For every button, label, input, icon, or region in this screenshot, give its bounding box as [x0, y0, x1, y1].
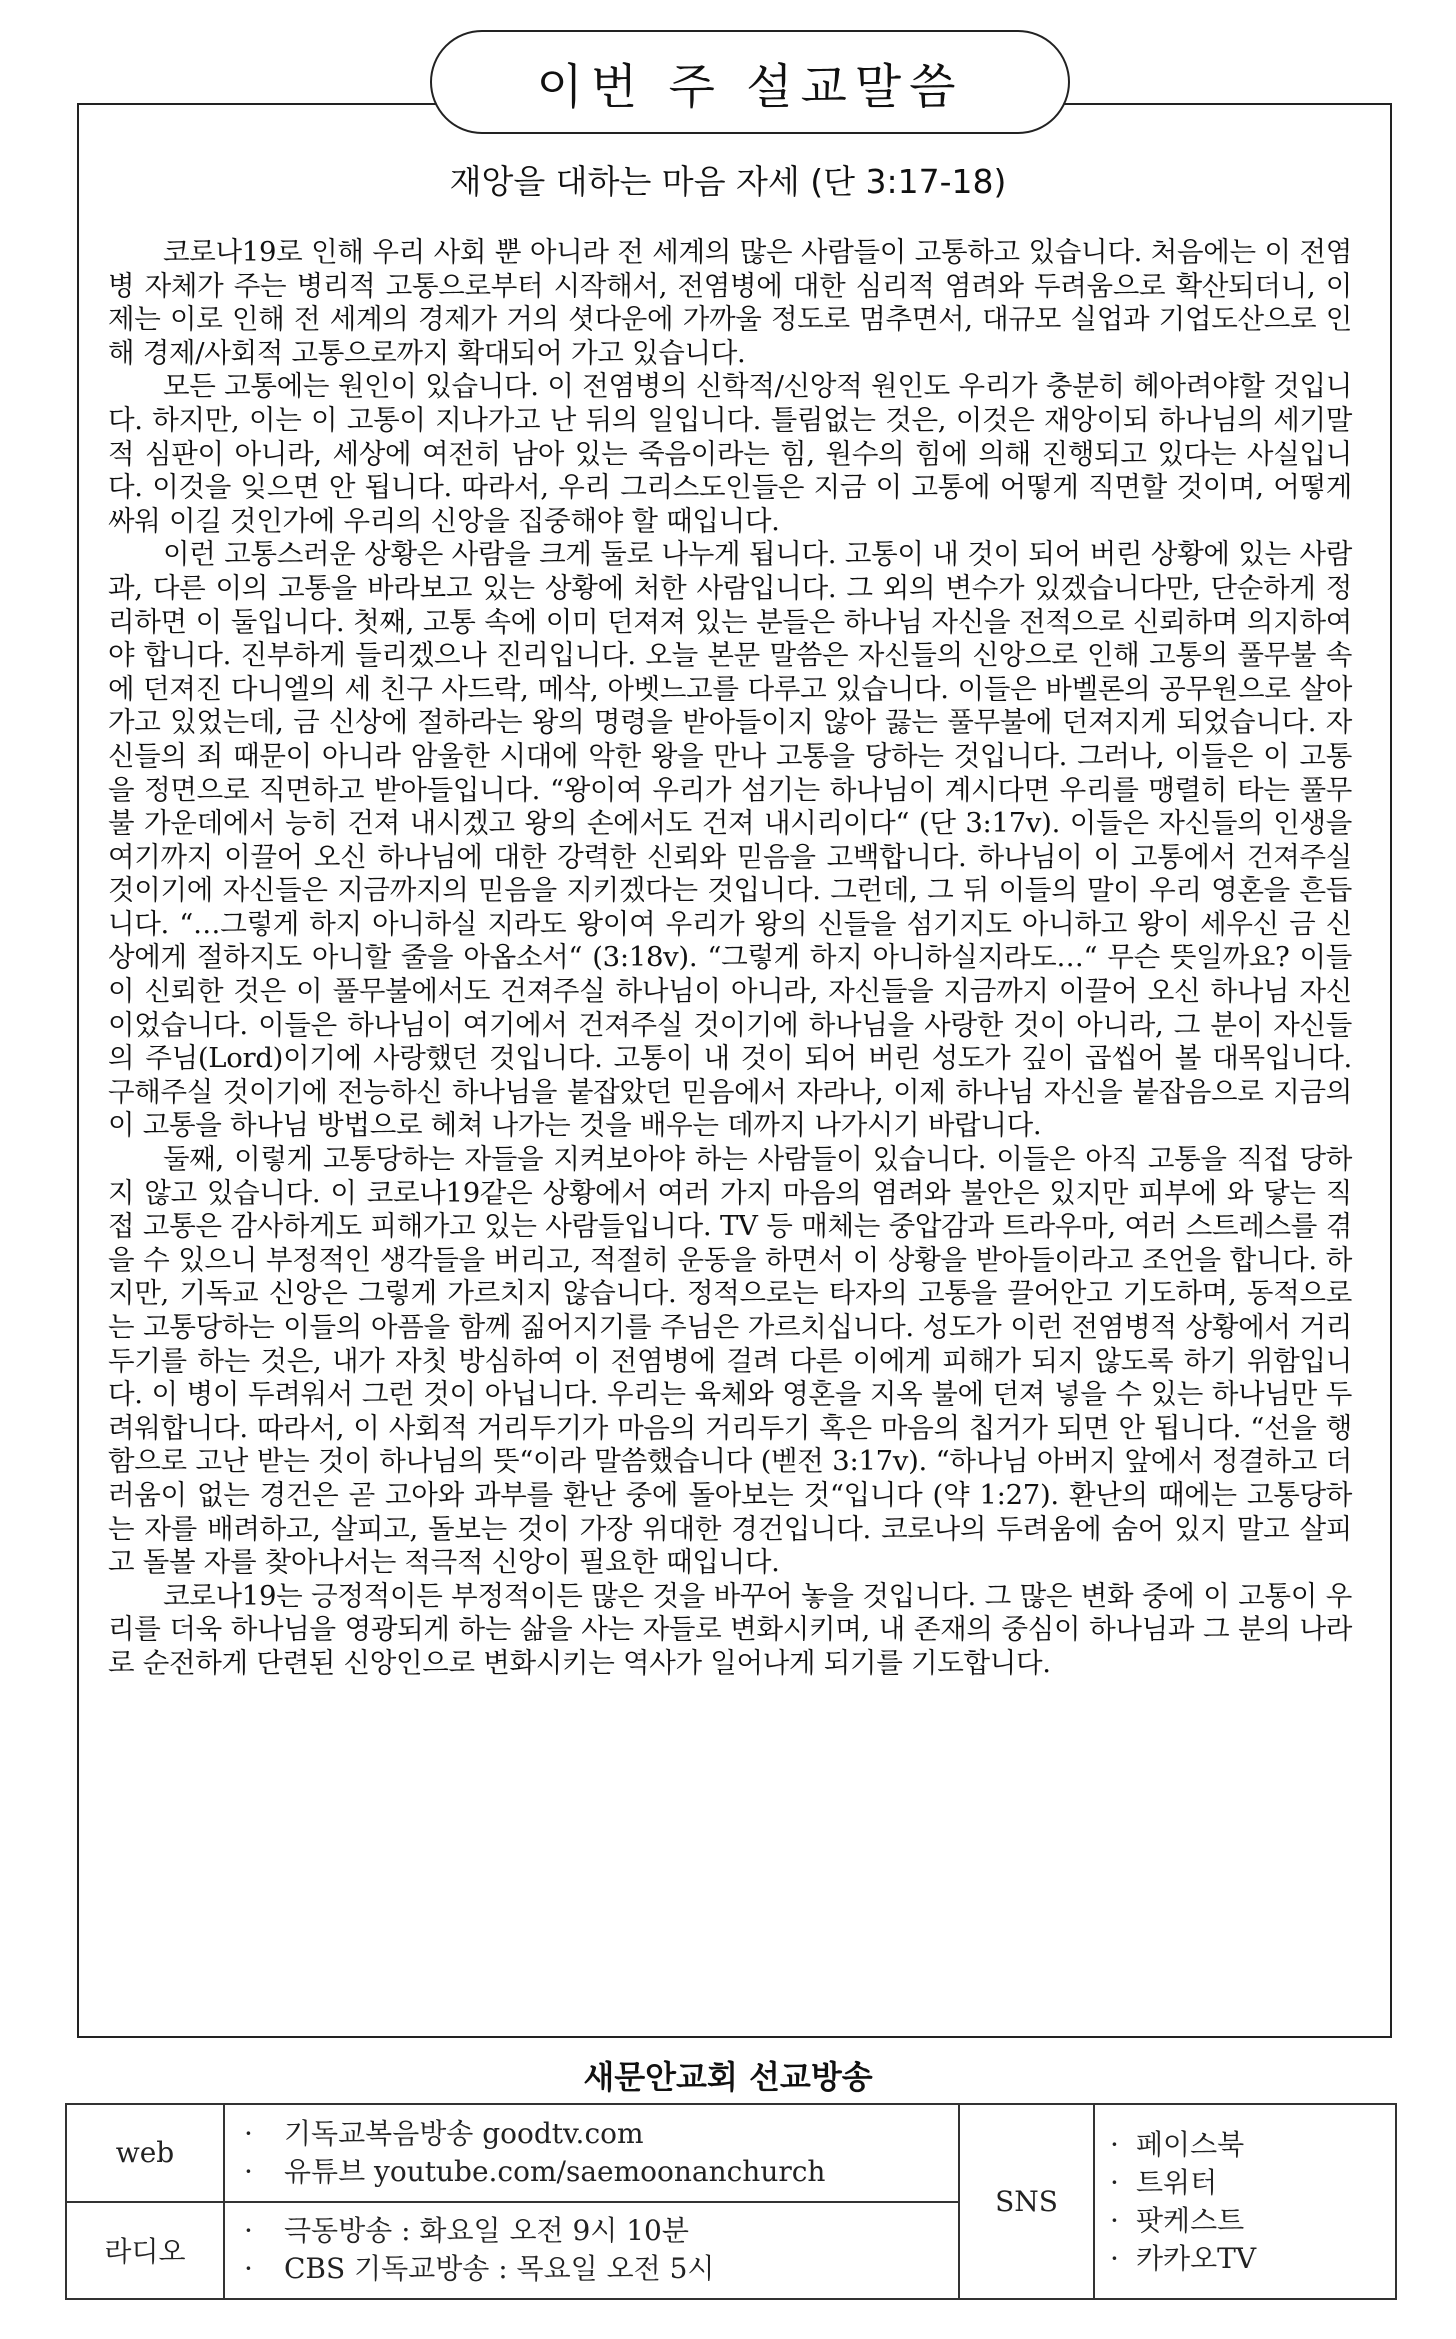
web-cell: [224, 2104, 959, 2202]
bullet: ·: [244, 2214, 253, 2248]
sermon-paragraph: 코로나19로 인해 우리 사회 뿐 아니라 전 세계의 많은 사람들이 고통하고 있습니다. 처음에는 이 전염병 자체가 주는 병리적 고통으로부터 시작해서, 전염병에 대한 심리적 염려와 두려움으로 확산되더니, 이제는 이로 인해 전 세계의 경제가 거의 셧다운에 가까울 정도로 멈추면서, 대규모 실업과 기업도산으로 인해 경제/사회적 고통으로까지 확대되어 가고 있습니다.: [108, 236, 1352, 369]
bullet: ·: [1110, 2203, 1119, 2237]
sns-item-text[interactable]: 페이스북: [1136, 2127, 1245, 2161]
sermon-paragraph: 코로나19는 긍정적이든 부정적이든 많은 것을 바꾸어 놓을 것입니다. 그 많은 변화 중에 이 고통이 우리를 더욱 하나님을 영광되게 하는 삶을 사는 자들로 변화시키며, 내 존재의 중심이 하나님과 그 분의 나라로 순전하게 단련된 신앙인으로 변화시키는 역사가 일어나게 되기를 기도합니다.: [108, 1579, 1352, 1679]
web-item: [244, 2153, 957, 2191]
bullet: ·: [1110, 2241, 1119, 2275]
sns-item: [1110, 2240, 1394, 2278]
sermon-paragraph: 둘째, 이렇게 고통당하는 자들을 지켜보아야 하는 사람들이 있습니다. 이들은 아직 고통을 직접 당하지 않고 있습니다. 이 코로나19같은 상황에서 여러 가지 마음의 염려와 불안은 있지만 피부에 와 닿는 직접 고통은 감사하게도 피해가고 있는 사람들입니다. TV 등 매체는 중압감과 트라우마, 여러 스트레스를 겪을 수 있으니 부정적인 생각들을 버리고, 적절히 운동을 하면서 이 상황을 받아들이라고 조언을 합니다. 하지만, 기독교 신앙은 그렇게 가르치지 않습니다. 정적으로는 타자의 고통을 끌어안고 기도하며, 동적으로는 고통당하는 이들의 아픔을 함께 짊어지기를 주님은 가르치십니다. 성도가 이런 전염병적 상황에서 거리두기를 하는 것은, 내가 자칫 방심하여 이 전염병에 걸려 다른 이에게 피해가 되지 않도록 하기 위함입니다. 이 병이 두려워서 그런 것이 아닙니다. 우리는 육체와 영혼을 지옥 불에 던져 넣을 수 있는 하나님만 두려워합니다. 따라서, 이 사회적 거리두기가 마음의 거리두기 혹은 마음의 칩거가 되면 안 됩니다. “선을 행함으로 고난 받는 것이 하나님의 뜻“이라 말씀했습니다 (벧전 3:17v). “하나님 아버지 앞에서 정결하고 더러움이 없는 경건은 곧 고아와 과부를 환난 중에 돌아보는 것“입니다 (약 1:27). 환난의 때에는 고통당하는 자를 배려하고, 살피고, 돌보는 것이 가장 위대한 경건입니다. 코로나의 두려움에 숨어 있지 말고 살피고 돌볼 자를 찾아나서는 적극적 신앙이 필요한 때입니다.: [108, 1143, 1352, 1579]
bullet: ·: [1110, 2165, 1119, 2199]
sns-item: [1110, 2126, 1394, 2164]
radio-item-text: CBS 기독교방송 : 목요일 오전 5시: [284, 2252, 715, 2286]
sns-item-text[interactable]: 팟케스트: [1136, 2203, 1245, 2237]
sns-item-text[interactable]: 카카오TV: [1136, 2241, 1257, 2275]
radio-item-text: 극동방송 : 화요일 오전 9시 10분: [284, 2214, 689, 2248]
web-item-text[interactable]: 유튜브 youtube.com/saemoonanchurch: [284, 2154, 826, 2188]
sns-item-text[interactable]: 트위터: [1136, 2165, 1218, 2199]
bullet: ·: [244, 2252, 253, 2286]
web-item: [244, 2115, 957, 2153]
web-item-text[interactable]: 기독교복음방송 goodtv.com: [284, 2116, 644, 2150]
radio-cell: [224, 2202, 959, 2300]
web-label: web: [66, 2104, 224, 2202]
sermon-paragraph: 이런 고통스러운 상황은 사람을 크게 둘로 나누게 됩니다. 고통이 내 것이 되어 버린 상황에 있는 사람과, 다른 이의 고통을 바라보고 있는 상황에 처한 사람입니다. 그 외의 변수가 있겠습니다만, 단순하게 정리하면 이 둘입니다. 첫째, 고통 속에 이미 던져져 있는 분들은 하나님 자신을 전적으로 신뢰하며 의지하여야 합니다. 진부하게 들리겠으나 진리입니다. 오늘 본문 말씀은 자신들의 신앙으로 인해 고통의 풀무불 속에 던져진 다니엘의 세 친구 사드락, 메삭, 아벳느고를 다루고 있습니다. 이들은 바벨론의 공무원으로 살아가고 있었는데, 금 신상에 절하라는 왕의 명령을 받아들이지 않아 끓는 풀무불에 던져지게 되었습니다. 자신들의 죄 때문이 아니라 암울한 시대에 악한 왕을 만나 고통을 당하는 것입니다. 그러나, 이들은 이 고통을 정면으로 직면하고 받아들입니다. “왕이여 우리가 섬기는 하나님이 계시다면 우리를 맹렬히 타는 풀무불 가운데에서 능히 건져 내시겠고 왕의 손에서도 건져 내시리이다“ (단 3:17v). 이들은 자신들의 인생을 여기까지 이끌어 오신 하나님에 대한 강력한 신뢰와 믿음을 고백합니다. 하나님이 이 고통에서 건져주실 것이기에 자신들은 지금까지의 믿음을 지키겠다는 것입니다. 그런데, 그 뒤 이들의 말이 우리 영혼을 흔듭니다. “…그렇게 하지 아니하실 지라도 왕이여 우리가 왕의 신들을 섬기지도 아니하고 왕이 세우신 금 신상에게 절하지도 아니할 줄을 아옵소서“ (3:18v). “그렇게 하지 아니하실지라도…“ 무슨 뜻일까요? 이들이 신뢰한 것은 이 풀무불에서도 건져주실 하나님이 아니라, 자신들을 지금까지 이끌어 오신 하나님 자신이었습니다. 이들은 하나님이 여기에서 건져주실 것이기에 하나님을 사랑한 것이 아니라, 그 분이 자신들의 주님(Lord)이기에 사랑했던 것입니다. 고통이 내 것이 되어 버린 성도가 깊이 곱씹어 볼 대목입니다. 구해주실 것이기에 전능하신 하나님을 붙잡았던 믿음에서 자라나, 이제 하나님 자신을 붙잡음으로 지금의 이 고통을 하나님 방법으로 헤쳐 나가는 것을 배우는 데까지 나가시기 바랍니다.: [108, 538, 1352, 1142]
radio-item: [244, 2250, 957, 2288]
page-title: 이번 주 설교말씀: [430, 30, 1070, 134]
web-row: [66, 2104, 1396, 2202]
bullet: ·: [1110, 2127, 1119, 2161]
sermon-subtitle: 재앙을 대하는 마음 자세 (단 3:17-18): [449, 162, 1007, 201]
sns-label: SNS: [959, 2104, 1094, 2299]
bullet: ·: [244, 2116, 253, 2150]
sermon-body: [108, 236, 1352, 1681]
broadcast-heading: 새문안교회 선교방송: [583, 2058, 873, 2096]
bullet: ·: [244, 2154, 253, 2188]
sns-item: [1110, 2202, 1394, 2240]
radio-label: 라디오: [66, 2202, 224, 2300]
sns-item: [1110, 2164, 1394, 2202]
sermon-paragraph: 모든 고통에는 원인이 있습니다. 이 전염병의 신학적/신앙적 원인도 우리가 충분히 헤아려야할 것입니다. 하지만, 이는 이 고통이 지나가고 난 뒤의 일입니다. 틀림없는 것은, 이것은 재앙이되 하나님의 세기말적 심판이 아니라, 세상에 여전히 남아 있는 죽음이라는 힘, 원수의 힘에 의해 진행되고 있다는 사실입니다. 이것을 잊으면 안 됩니다. 따라서, 우리 그리스도인들은 지금 이 고통에 어떻게 직면할 것이며, 어떻게 싸워 이길 것인가에 우리의 신앙을 집중해야 할 때입니다.: [108, 370, 1352, 537]
broadcast-table: [65, 2103, 1397, 2300]
sns-cell: [1094, 2104, 1396, 2299]
radio-item: [244, 2212, 957, 2250]
